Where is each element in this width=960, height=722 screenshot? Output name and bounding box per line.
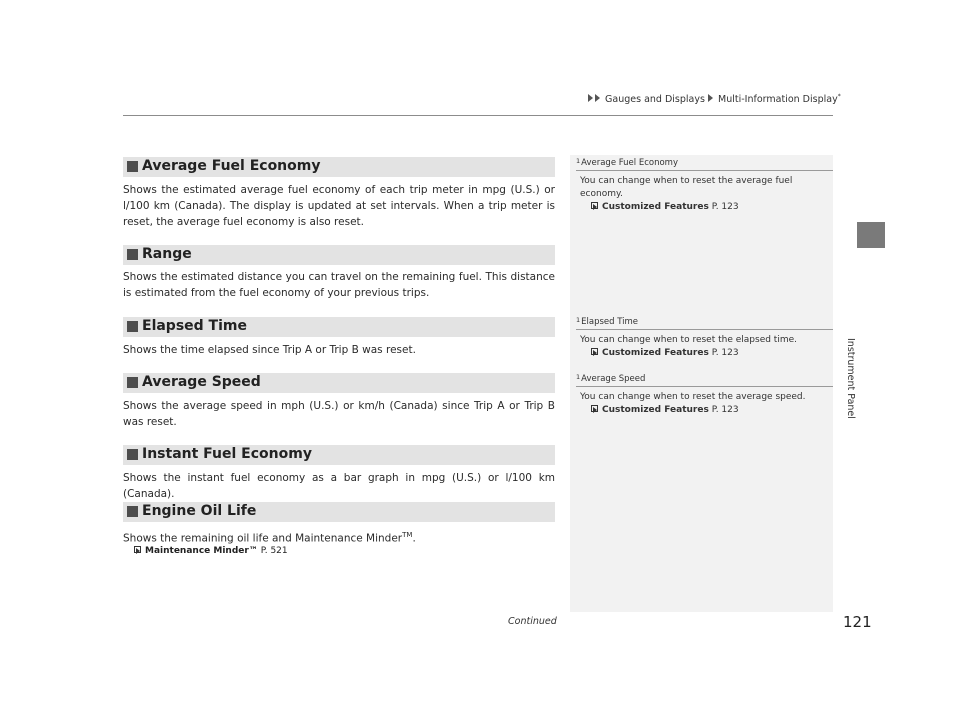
heading-square-icon <box>127 449 138 460</box>
reference-arrow-icon <box>590 404 599 413</box>
heading-text: Range <box>142 246 192 262</box>
note-title <box>576 373 645 384</box>
page-number: 121 <box>843 613 872 631</box>
heading-text: Average Fuel Economy <box>142 158 321 174</box>
oil-life-text: Shows the remaining oil life and Maintenance Minder <box>123 532 403 545</box>
note-title <box>576 157 678 168</box>
heading-text: Elapsed Time <box>142 318 247 334</box>
reference-label[interactable]: Customized Features <box>602 348 709 358</box>
heading-square-icon <box>127 506 138 517</box>
section-heading-average-speed <box>123 373 555 393</box>
heading-square-icon <box>127 321 138 332</box>
reference-page: P. 123 <box>711 405 739 415</box>
reference-label[interactable]: Maintenance Minder™ <box>145 546 258 556</box>
note-title-text: Average Speed <box>581 374 646 384</box>
note-rule <box>576 329 833 330</box>
reference-label[interactable]: Customized Features <box>602 202 709 212</box>
note-title <box>576 316 638 327</box>
reference-page: P. 521 <box>260 546 288 556</box>
breadcrumb-link-gauges[interactable]: Gauges and Displays <box>605 94 705 106</box>
note-title-text: Elapsed Time <box>581 317 639 327</box>
breadcrumb-arrow-icon <box>588 94 593 102</box>
section-text: Shows the estimated distance you can travel on the remaining fuel. This distance is estimated from the fuel economy of your previous trips. <box>123 271 555 299</box>
heading-text: Engine Oil Life <box>142 503 257 519</box>
section-text: Shows the average speed in mph (U.S.) or km/h (Canada) since Trip A or Trip B was reset. <box>123 400 555 428</box>
note-body <box>580 391 820 417</box>
reference-arrow-icon <box>590 201 599 210</box>
note-rule <box>576 386 833 387</box>
section-heading-instant-fuel-economy <box>123 445 555 465</box>
note-title-text: Average Fuel Economy <box>581 158 678 168</box>
heading-text: Instant Fuel Economy <box>142 446 312 462</box>
chapter-tab[interactable] <box>857 222 885 248</box>
continued-label: Continued <box>508 616 557 627</box>
cross-reference-customized-features[interactable] <box>580 347 820 360</box>
note-body <box>580 334 820 360</box>
breadcrumb-link-mid[interactable]: Multi-Information Display <box>718 94 838 106</box>
section-heading-range <box>123 245 555 265</box>
heading-text: Average Speed <box>142 374 261 390</box>
section-text: Shows the instant fuel economy as a bar graph in mpg (U.S.) or l/100 km (Canada). <box>123 472 555 500</box>
note-text: You can change when to reset the elapsed time. <box>580 335 797 345</box>
cross-reference-maintenance-minder[interactable] <box>133 545 288 556</box>
trademark-mark: TM <box>402 531 413 539</box>
reference-label[interactable]: Customized Features <box>602 405 709 415</box>
note-number: 1 <box>576 316 581 324</box>
breadcrumb <box>588 93 841 105</box>
section-heading-average-fuel-economy <box>123 157 555 177</box>
note-text: You can change when to reset the average speed. <box>580 392 806 402</box>
note-number: 1 <box>576 373 581 381</box>
reference-page: P. 123 <box>711 202 739 212</box>
breadcrumb-arrow-icon <box>708 94 713 102</box>
cross-reference-customized-features[interactable] <box>580 404 820 417</box>
heading-square-icon <box>127 161 138 172</box>
oil-life-text-end: . <box>412 532 416 545</box>
note-rule <box>576 170 833 171</box>
heading-square-icon <box>127 249 138 260</box>
chapter-label: Instrument Panel <box>845 338 856 419</box>
cross-reference-customized-features[interactable] <box>580 201 820 214</box>
reference-page: P. 123 <box>711 348 739 358</box>
section-heading-engine-oil-life <box>123 502 555 522</box>
breadcrumb-marker: * <box>837 93 841 100</box>
note-body <box>580 175 820 214</box>
section-heading-elapsed-time <box>123 317 555 337</box>
note-number: 1 <box>576 157 581 165</box>
heading-square-icon <box>127 377 138 388</box>
note-text: You can change when to reset the average fuel economy. <box>580 176 793 199</box>
breadcrumb-arrow-icon <box>595 94 600 102</box>
section-text: Shows the estimated average fuel economy of each trip meter in mpg (U.S.) or l/100 km (Canada). The display is updated at set intervals. When a trip meter is reset, the average fuel economy is also reset. <box>123 184 555 228</box>
reference-arrow-icon <box>590 347 599 356</box>
header-rule <box>123 115 833 116</box>
section-text: Shows the time elapsed since Trip A or Trip B was reset. <box>123 344 416 356</box>
section-text <box>123 527 555 547</box>
reference-arrow-icon <box>133 545 142 554</box>
